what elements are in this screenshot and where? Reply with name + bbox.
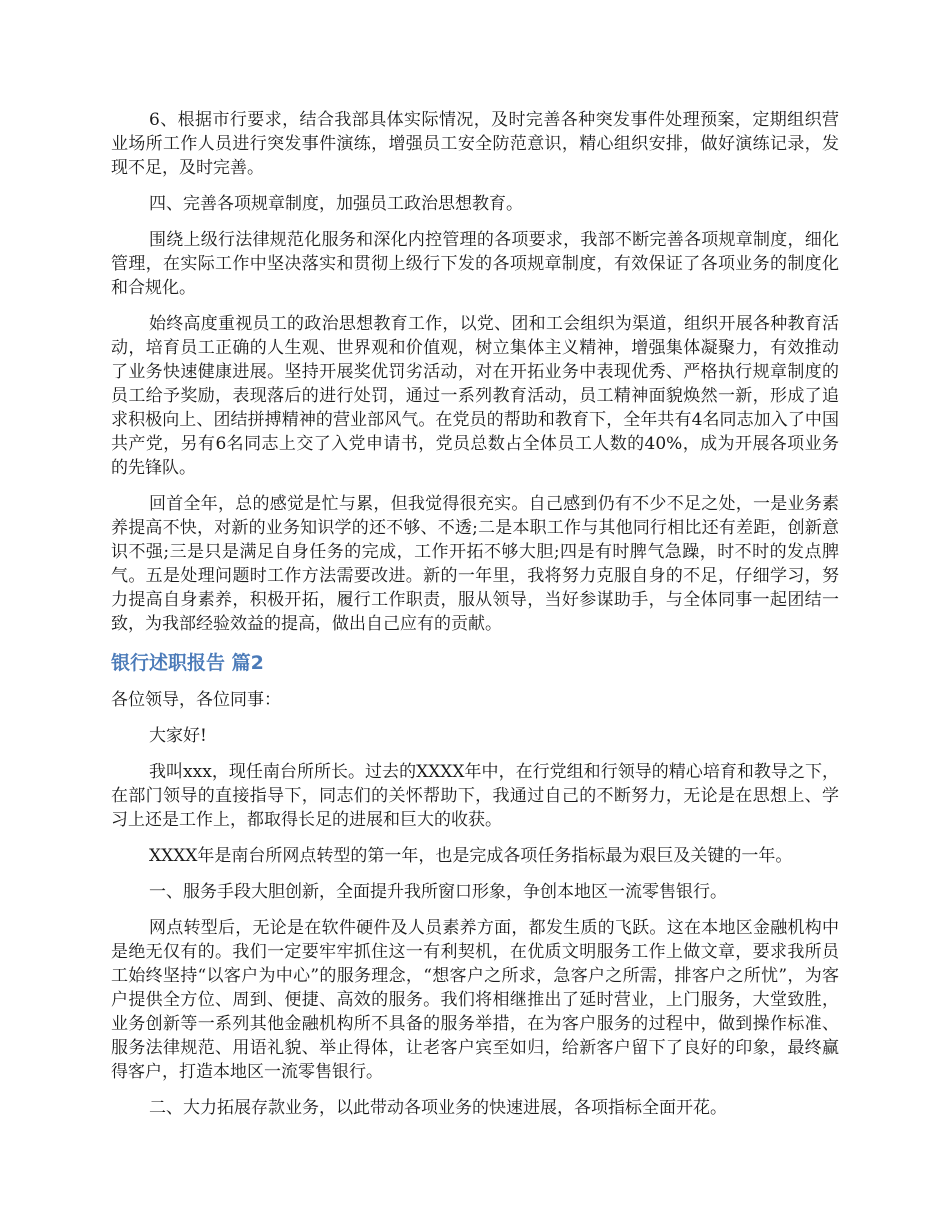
section-heading-report-2: 银行述职报告 篇2 — [111, 652, 264, 674]
paragraph-regulations: 围绕上级行法律规范化服务和深化内控管理的各项要求，我部不断完善各项规章制度，细化管理，在实际工作中坚决落实和贯彻上级行下发的各项规章制度，有效保证了各项业务的制度化和合规化。 — [111, 230, 839, 298]
paragraph-emergency-plan: 6、根据市行要求，结合我部具体实际情况，及时完善各种突发事件处理预案，定期组织营业场所工作人员进行突发事件演练，增强员工安全防范意识，精心组织安排，做好演练记录，发现不足，及时完善。 — [111, 110, 839, 178]
paragraph-year-review: 回首全年，总的感觉是忙与累，但我觉得很充实。自己感到仍有不少不足之处，一是业务素养提高不快，对新的业务知识学的还不够、不透;二是本职工作与其他同行相比还有差距，创新意识不强;三是只是满足自身任务的完成，工作开拓不够大胆;四是有时脾气急躁，时不时的发点脾气。五是处理问题时工作方法需要改进。新的一年里，我将努力克服自身的不足，仔细学习，努力提高自身素养，积极开拓，履行工作职责，服从领导，当好参谋助手，与全体同事一起团结一致，为我部经验效益的提高，做出自己应有的贡献。 — [111, 494, 839, 634]
paragraph-section-one-title: 一、服务手段大胆创新，全面提升我所窗口形象，争创本地区一流零售银行。 — [149, 882, 727, 902]
document-page — [111, 108, 839, 1132]
paragraph-introduction: 我叫xxx，现任南台所所长。过去的XXXX年中，在行党组和行领导的精心培育和教导之下，在部门领导的直接指导下，同志们的关怀帮助下，我通过自己的不断努力，无论是在思想上、学习上还是工作上，都取得长足的进展和巨大的收获。 — [111, 762, 839, 830]
salutation: 各位领导，各位同事： — [111, 690, 281, 710]
paragraph-section-two-title: 二、大力拓展存款业务，以此带动各项业务的快速进展，各项指标全面开花。 — [149, 1098, 727, 1118]
paragraph-section-four-title: 四、完善各项规章制度，加强员工政治思想教育。 — [149, 194, 523, 214]
paragraph-political-education: 始终高度重视员工的政治思想教育工作，以党、团和工会组织为渠道，组织开展各种教育活动，培育员工正确的人生观、世界观和价值观，树立集体主义精神，增强集体凝聚力，有效推动了业务快速健康进展。坚持开展奖优罚劣活动，对在开拓业务中表现优秀、严格执行规章制度的员工给予奖励，表现落后的进行处罚，通过一系列教育活动，员工精神面貌焕然一新，形成了追求积极向上、团结拼搏精神的营业部风气。在党员的帮助和教育下，全年共有4名同志加入了中国共产党，另有6名同志上交了入党申请书，党员总数占全体员工人数的40%，成为开展各项业务的先锋队。 — [111, 314, 839, 478]
paragraph-service-innovation: 网点转型后，无论是在软件硬件及人员素养方面，都发生质的飞跃。这在本地区金融机构中是绝无仅有的。我们一定要牢牢抓住这一有利契机，在优质文明服务工作上做文章，要求我所员工始终坚持“以客户为中心”的服务理念，“想客户之所求，急客户之所需，排客户之所忧”，为客户提供全方位、周到、便捷、高效的服务。我们将相继推出了延时营业，上门服务，大堂致胜，业务创新等一系列其他金融机构所不具备的服务举措，在为客户服务的过程中，做到操作标准、服务法律规范、用语礼貌、举止得体，让老客户宾至如归，给新客户留下了良好的印象，最终赢得客户，打造本地区一流零售银行。 — [111, 918, 839, 1082]
paragraph-transformation-year: XXXX年是南台所网点转型的第一年，也是完成各项任务指标最为艰巨及关键的一年。 — [149, 846, 793, 866]
paragraph-greeting: 大家好! — [149, 726, 207, 746]
